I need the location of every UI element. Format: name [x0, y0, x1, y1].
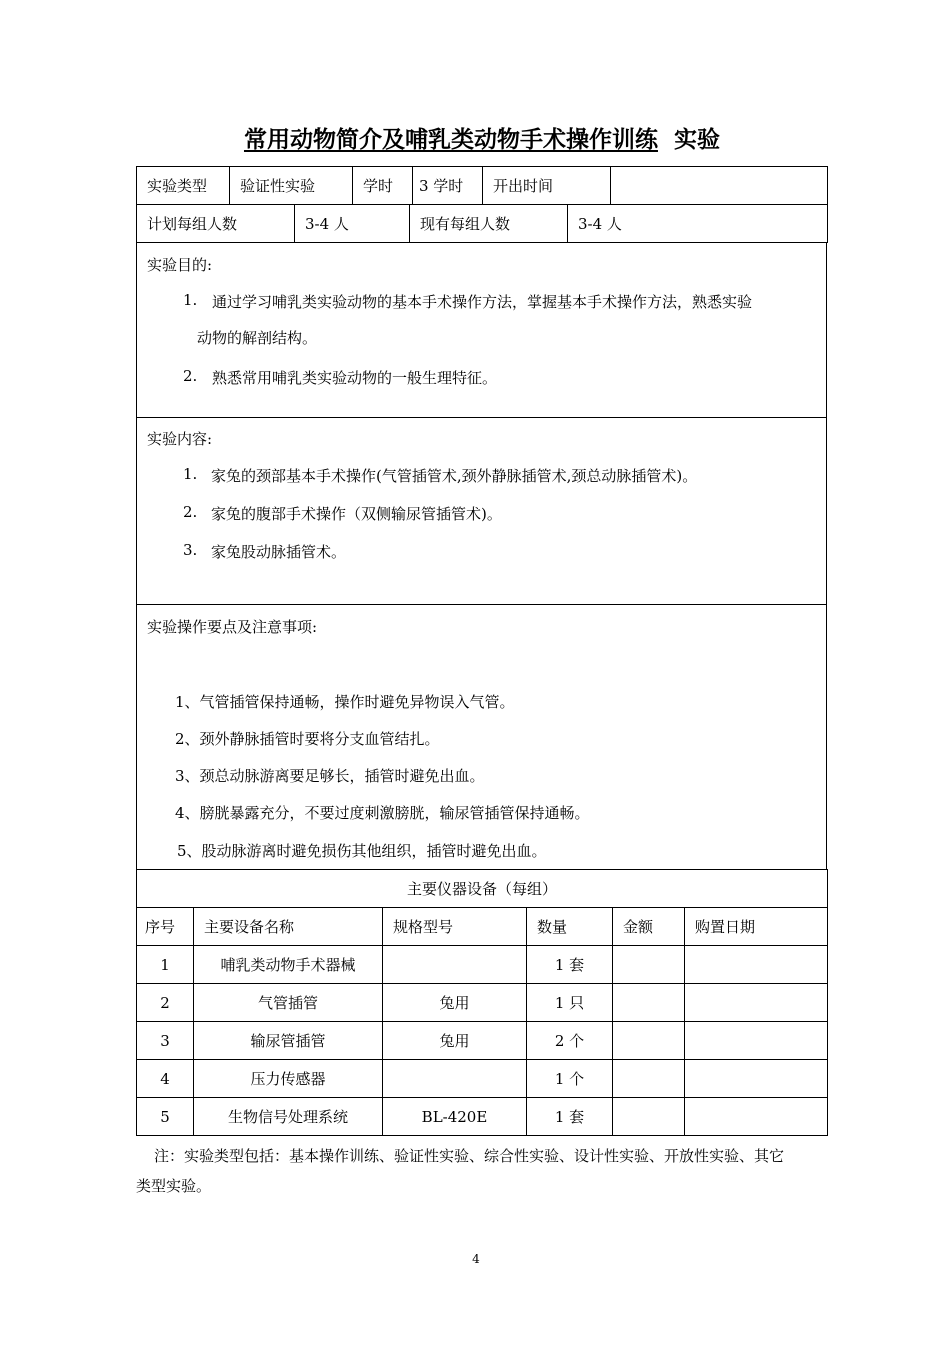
- notes-item-1: 1、气管插管保持通畅，操作时避免异物误入气管。: [175, 693, 515, 711]
- table-row: [137, 984, 828, 1022]
- row-spec: [383, 1060, 527, 1098]
- row-index: 1: [137, 946, 194, 984]
- table-row: [137, 946, 828, 984]
- content-item-2-num: 2.: [183, 503, 198, 521]
- row-amount: [613, 1060, 685, 1098]
- hours-value: 3 学时: [413, 167, 483, 205]
- row-purchase-date: [685, 1022, 828, 1060]
- content-item-1-text: 家兔的颈部基本手术操作(气管插管术,颈外静脉插管术,颈总动脉插管术)。: [211, 467, 698, 485]
- type-label: 实验类型: [137, 167, 230, 205]
- row-spec: 兔用: [383, 1022, 527, 1060]
- current-value: 3-4 人: [568, 205, 668, 243]
- purpose-item-1-line-1: 通过学习哺乳类实验动物的基本手术操作方法，掌握基本手术操作方法，熟悉实验: [212, 293, 753, 311]
- title-main: 常用动物简介及哺乳类动物手术操作训练: [243, 127, 658, 153]
- row-spec: 兔用: [383, 984, 527, 1022]
- notes-item-4: 4、膀胱暴露充分，不要过度刺激膀胱，输尿管插管保持通畅。: [175, 804, 590, 822]
- content-item-3-num: 3.: [183, 541, 198, 559]
- row-purchase-date: [685, 946, 828, 984]
- footnote: [136, 1141, 856, 1201]
- row-name: 哺乳类动物手术器械: [194, 946, 383, 984]
- row-purchase-date: [685, 1060, 828, 1098]
- header-amount: 金额: [613, 908, 685, 946]
- equipment-table: [136, 869, 828, 1136]
- content-item-1-num: 1.: [183, 465, 198, 483]
- row-purchase-date: [685, 1098, 828, 1136]
- notes-section: [136, 605, 827, 870]
- current-label: 现有每组人数: [410, 205, 568, 243]
- purpose-item-1-num: 1.: [183, 291, 198, 309]
- title-suffix: 实验: [674, 127, 720, 153]
- document-title: [136, 124, 828, 156]
- row-quantity: 1 套: [527, 946, 613, 984]
- footnote-line-2: 类型实验。: [136, 1177, 212, 1195]
- purpose-item-2-text: 熟悉常用哺乳类实验动物的一般生理特征。: [212, 369, 498, 387]
- row-quantity: 1 套: [527, 1098, 613, 1136]
- header-purchase-date: 购置日期: [685, 908, 828, 946]
- purpose-heading: 实验目的:: [147, 256, 213, 274]
- header-name: 主要设备名称: [194, 908, 383, 946]
- notes-item-2: 2、颈外静脉插管时要将分支血管结扎。: [175, 730, 440, 748]
- header-quantity: 数量: [527, 908, 613, 946]
- content-item-3-text: 家兔股动脉插管术。: [211, 543, 347, 561]
- purpose-section: [136, 242, 827, 418]
- table-row: [137, 1022, 828, 1060]
- content-section: [136, 418, 827, 605]
- row-index: 4: [137, 1060, 194, 1098]
- row-amount: [613, 1022, 685, 1060]
- row-index: 5: [137, 1098, 194, 1136]
- row-index: 3: [137, 1022, 194, 1060]
- row-name: 气管插管: [194, 984, 383, 1022]
- content-heading: 实验内容:: [147, 430, 213, 448]
- row-amount: [613, 1098, 685, 1136]
- notes-item-3: 3、颈总动脉游离要足够长，插管时避免出血。: [175, 767, 485, 785]
- row-quantity: 1 个: [527, 1060, 613, 1098]
- footnote-line-1: 注：实验类型包括：基本操作训练、验证性实验、综合性实验、设计性实验、开放性实验、其它: [154, 1147, 785, 1165]
- row-name: 压力传感器: [194, 1060, 383, 1098]
- open-time-label: 开出时间: [483, 167, 611, 205]
- row-amount: [613, 984, 685, 1022]
- row-spec: BL-420E: [383, 1098, 527, 1136]
- row-purchase-date: [685, 984, 828, 1022]
- row-name: 输尿管插管: [194, 1022, 383, 1060]
- table-row: [137, 1060, 828, 1098]
- equipment-title: 主要仪器设备（每组）: [137, 870, 828, 908]
- notes-item-5: 5、股动脉游离时避免损伤其他组织，插管时避免出血。: [177, 842, 547, 860]
- row-name: 生物信号处理系统: [194, 1098, 383, 1136]
- row-amount: [613, 946, 685, 984]
- header-spec: 规格型号: [383, 908, 527, 946]
- header-index: 序号: [137, 908, 194, 946]
- row-spec: [383, 946, 527, 984]
- current-value-filler: [668, 205, 828, 243]
- row-quantity: 1 只: [527, 984, 613, 1022]
- open-time-value: [611, 167, 828, 205]
- notes-heading: 实验操作要点及注意事项:: [147, 618, 318, 636]
- row-quantity: 2 个: [527, 1022, 613, 1060]
- page-number: 4: [472, 1252, 480, 1266]
- equipment-header-row: [137, 908, 828, 946]
- purpose-item-1-line-2: 动物的解剖结构。: [197, 329, 318, 347]
- info-table-row-2: [136, 204, 828, 243]
- info-table-row-1: [136, 166, 828, 205]
- purpose-item-2-num: 2.: [183, 367, 198, 385]
- hours-label: 学时: [353, 167, 413, 205]
- content-item-2-text: 家兔的腹部手术操作（双侧输尿管插管术)。: [211, 505, 502, 523]
- table-row: [137, 1098, 828, 1136]
- plan-label: 计划每组人数: [137, 205, 295, 243]
- row-index: 2: [137, 984, 194, 1022]
- type-value: 验证性实验: [230, 167, 353, 205]
- plan-value: 3-4 人: [295, 205, 410, 243]
